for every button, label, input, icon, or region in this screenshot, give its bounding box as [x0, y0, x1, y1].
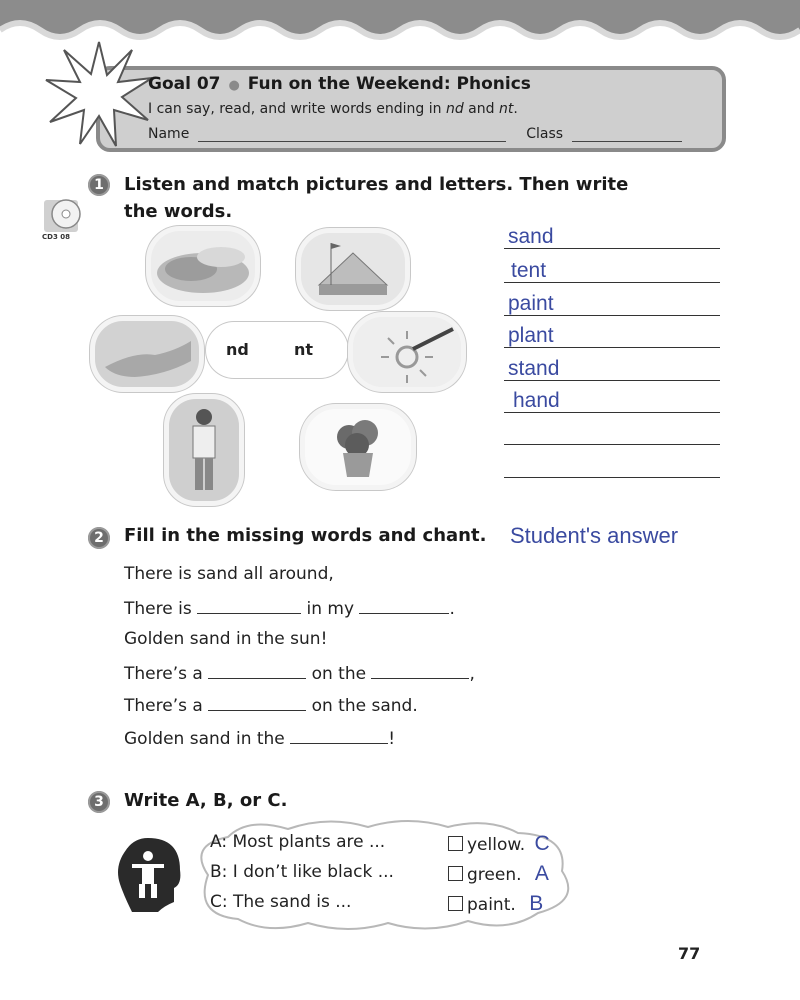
letters-nd[interactable]: nd	[226, 340, 249, 359]
answer-b: B	[529, 892, 544, 915]
chant-line-1: There is sand all around,	[124, 564, 334, 584]
sand-picture[interactable]	[146, 226, 260, 306]
tent-picture[interactable]	[296, 228, 410, 310]
section-3-number: 3	[88, 791, 110, 813]
answer-line-5[interactable]: stand	[504, 348, 720, 381]
chant-line-4: There’s a on the ,	[124, 664, 475, 684]
answer-line-4[interactable]: plant	[504, 315, 720, 348]
chant-blank[interactable]	[197, 597, 301, 614]
paint-brush-icon	[353, 317, 461, 387]
name-field[interactable]	[198, 127, 506, 142]
section-1-title: Listen and match pictures and letters. Then write the words.	[124, 174, 629, 222]
section-2-title: Fill in the missing words and chant.	[124, 525, 487, 546]
cd-track-label: CD3 08	[42, 233, 70, 241]
match-item-b: B: I don’t like black ...	[210, 862, 394, 882]
tent-icon	[301, 233, 405, 305]
starburst-icon	[44, 40, 154, 150]
chant-blank[interactable]	[371, 662, 469, 679]
class-field[interactable]	[572, 127, 682, 142]
sand-hands-icon	[151, 231, 255, 301]
cd-icon	[44, 196, 82, 234]
page-number: 77	[678, 944, 701, 963]
section-1-number: 1	[88, 174, 110, 196]
goal-bullet: ●	[228, 78, 240, 93]
answer-a: A	[534, 862, 549, 885]
checkbox[interactable]	[448, 896, 463, 911]
chant-line-2: There is in my .	[124, 599, 455, 619]
option-green: green. A	[448, 862, 549, 886]
chant-blank[interactable]	[359, 597, 449, 614]
section-3-title: Write A, B, or C.	[124, 790, 288, 811]
match-item-c: C: The sand is ...	[210, 892, 352, 912]
letters-box	[206, 322, 348, 378]
name-class-row	[148, 126, 682, 142]
letters-nt[interactable]: nt	[294, 340, 314, 359]
thinking-head-icon	[112, 836, 184, 914]
answer-line-3[interactable]: paint	[504, 283, 720, 316]
goal-description: I can say, read, and write words ending in nd and nt.	[148, 101, 518, 117]
student-answer-note: Student's answer	[510, 523, 679, 548]
answer-line-8[interactable]	[504, 445, 720, 478]
chant-line-6: Golden sand in the !	[124, 729, 396, 749]
section-2-number: 2	[88, 527, 110, 549]
answer-line-1[interactable]: sand	[504, 216, 720, 249]
stand-picture[interactable]	[164, 394, 244, 506]
checkbox[interactable]	[448, 836, 463, 851]
potted-plant-icon	[305, 409, 411, 485]
match-item-a: A: Most plants are ...	[210, 832, 386, 852]
option-yellow: yellow. C	[448, 832, 550, 856]
chant-blank[interactable]	[290, 727, 388, 744]
checkbox[interactable]	[448, 866, 463, 881]
chant-line-3: Golden sand in the sun!	[124, 629, 328, 649]
chant-line-5: There’s a on the sand.	[124, 696, 418, 716]
standing-boy-icon	[169, 399, 239, 501]
answer-line-2[interactable]: tent	[504, 250, 720, 283]
plant-picture[interactable]	[300, 404, 416, 490]
answer-line-6[interactable]: hand	[504, 380, 720, 413]
class-label: Class	[526, 126, 564, 142]
hand-picture[interactable]	[90, 316, 204, 392]
answer-line-7[interactable]	[504, 412, 720, 445]
answer-c: C	[534, 832, 550, 855]
option-paint: paint. B	[448, 892, 543, 916]
chant-blank[interactable]	[208, 662, 306, 679]
open-hand-icon	[95, 321, 199, 387]
chant-blank[interactable]	[208, 694, 306, 711]
goal-title: Goal 07 ● Fun on the Weekend: Phonics	[148, 74, 531, 94]
name-label: Name	[148, 126, 190, 142]
paint-picture[interactable]	[348, 312, 466, 392]
